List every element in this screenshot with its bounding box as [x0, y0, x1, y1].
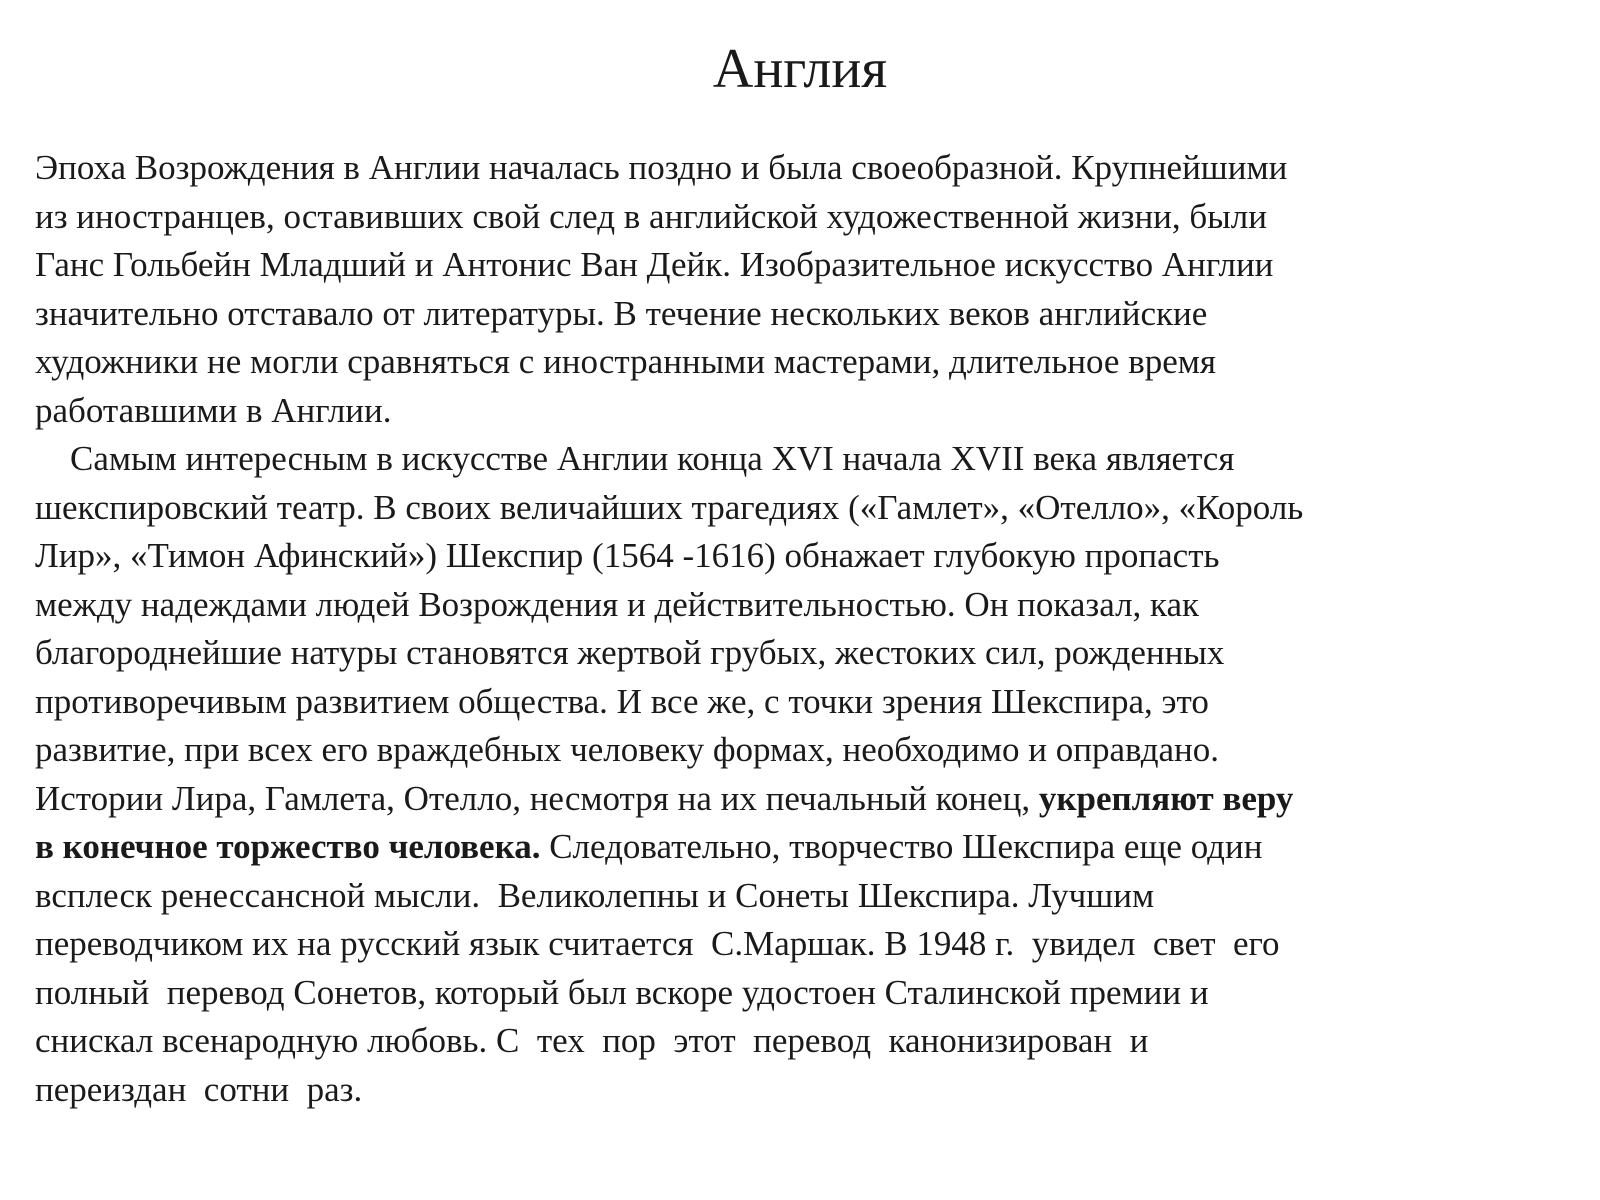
body-line — [35, 1066, 1555, 1115]
emphasis-text: укрепляют веру — [1038, 778, 1294, 818]
body-line-text: снискал всенародную любовь. С тех пор этот перевод канонизирован и — [35, 1021, 1149, 1060]
body-line — [35, 872, 1555, 921]
body-line-text: переводчиком их на русский язык считается С.Маршак. В 1948 г. увидел свет его — [35, 924, 1280, 963]
body-line — [35, 484, 1555, 533]
body-line — [35, 581, 1555, 630]
emphasis-text: в конечное торжество человека. — [35, 827, 541, 866]
body-line — [35, 241, 1555, 290]
body-line-text: Ганс Гольбейн Младший и Антонис Ван Дейк. Изобразительное искусство Англии — [35, 245, 1274, 284]
body-line-text: переиздан сотни раз. — [35, 1069, 363, 1109]
body-line — [35, 775, 1555, 824]
slide-body — [35, 144, 1555, 1114]
body-line-text: между надеждами людей Возрождения и действительностью. Он показал, как — [35, 584, 1200, 624]
body-line — [35, 435, 1555, 484]
body-line-text: художники не могли сравняться с иностранными мастерами, длительное время — [35, 342, 1217, 381]
body-line — [35, 726, 1555, 775]
body-line — [35, 144, 1555, 193]
body-line — [35, 338, 1555, 387]
body-line-text: из иностранцев, оставивших свой след в английской художественной жизни, были — [35, 196, 1267, 236]
body-line-text: развитие, при всех его враждебных человеку формах, необходимо и оправдано. — [35, 730, 1220, 769]
body-line — [35, 629, 1555, 678]
body-line-text: противоречивым развитием общества. И все же, с точки зрения Шекспира, это — [35, 681, 1209, 721]
body-line — [35, 678, 1555, 727]
body-line-text: Следовательно, творчество Шекспира еще один — [540, 827, 1263, 866]
body-line-text: значительно отставало от литературы. В течение нескольких веков английские — [35, 293, 1208, 333]
body-line — [35, 532, 1555, 581]
slide-title: Англия — [712, 38, 888, 100]
body-line-text: Эпоха Возрождения в Англии началась поздно и была своеобразной. Крупнейшими — [35, 148, 1288, 187]
body-line-text: Самым интересным в искусстве Англии конца XVI начала XVII века является — [35, 439, 1235, 478]
body-line — [35, 193, 1555, 242]
body-line-text: шекспировский театр. В своих величайших трагедиях («Гамлет», «Отелло», «Король — [35, 487, 1304, 527]
body-line-text: полный перевод Сонетов, который был вскоре удостоен Сталинской премии и — [35, 972, 1209, 1012]
body-line-text: Истории Лира, Гамлета, Отелло, несмотря на их печальный конец, — [35, 778, 1039, 818]
body-line — [35, 823, 1555, 872]
body-line-text: работавшими в Англии. — [35, 390, 392, 430]
body-line-text: благороднейшие натуры становятся жертвой грубых, жестоких сил, рожденных — [35, 633, 1225, 672]
body-line-text: всплеск ренессансной мысли. Великолепны и Сонеты Шекспира. Лучшим — [35, 875, 1155, 915]
body-line-text: Лир», «Тимон Афинский») Шекспир (1564 -1616) обнажает глубокую пропасть — [35, 536, 1220, 575]
body-line — [35, 969, 1555, 1018]
body-line — [35, 920, 1555, 969]
body-line — [35, 1017, 1555, 1066]
body-line — [35, 290, 1555, 339]
body-line — [35, 387, 1555, 436]
